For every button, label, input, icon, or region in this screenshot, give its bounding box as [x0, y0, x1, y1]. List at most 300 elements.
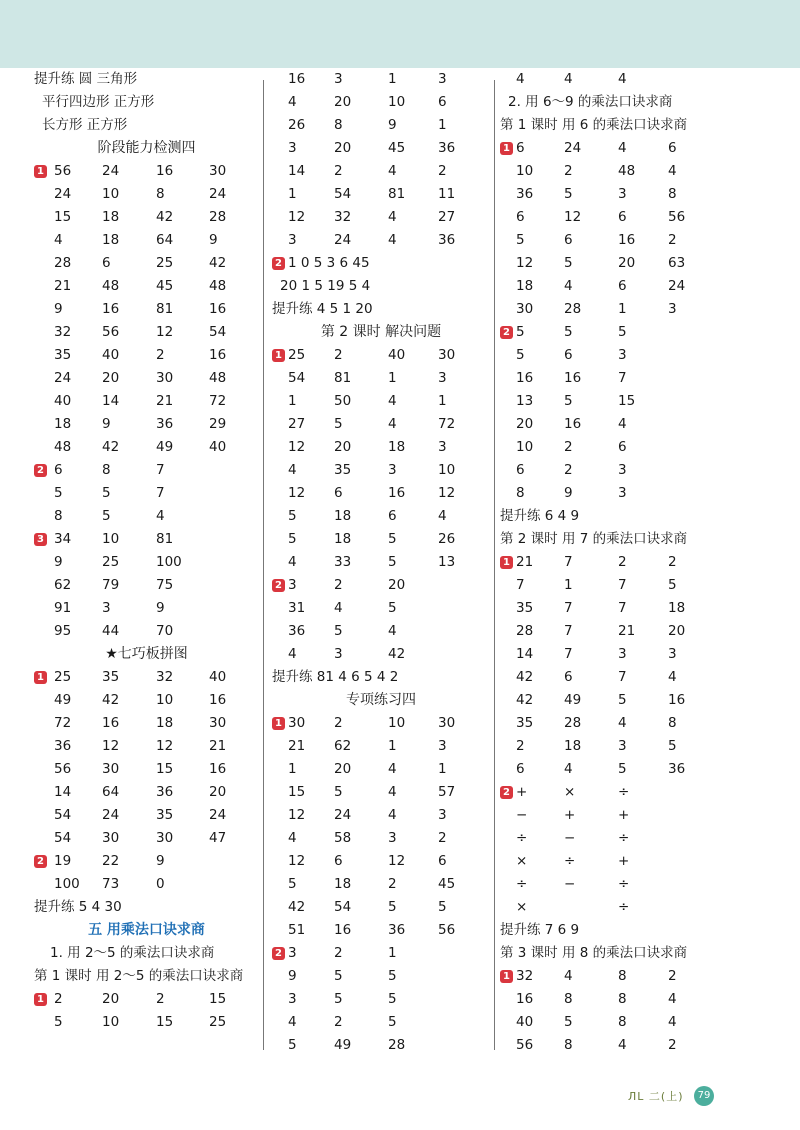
- answer-value: 3: [388, 830, 397, 846]
- answer-value: 7: [156, 462, 165, 478]
- answer-line: [272, 850, 490, 873]
- answer-value: 31: [288, 600, 306, 616]
- answer-line: [34, 919, 259, 942]
- answer-value: 3: [334, 646, 343, 662]
- answer-value: 4: [388, 163, 397, 179]
- answer-value: 3: [668, 646, 677, 662]
- question-number-badge: 1: [500, 556, 513, 569]
- answer-text: 提升练 7 6 9: [500, 922, 580, 938]
- answer-value: 10: [102, 531, 120, 547]
- answer-value: 24: [54, 370, 72, 386]
- answer-line: [34, 597, 259, 620]
- answer-value: 10: [102, 1014, 120, 1030]
- answer-value: 10: [156, 692, 174, 708]
- answer-value: 5: [288, 531, 297, 547]
- answer-value: 2: [334, 163, 343, 179]
- answer-value: 91: [54, 600, 72, 616]
- answer-value: 16: [209, 347, 227, 363]
- answer-line: [500, 574, 730, 597]
- answer-value: 4: [618, 416, 627, 432]
- answer-line: [272, 344, 490, 367]
- answer-value: 7: [618, 600, 627, 616]
- answer-line: [272, 436, 490, 459]
- answer-value: 8: [618, 968, 627, 984]
- answer-line: [500, 551, 730, 574]
- answer-value: 8: [334, 117, 343, 133]
- answer-value: 58: [334, 830, 352, 846]
- answer-value: 40: [54, 393, 72, 409]
- answer-value: 6: [102, 255, 111, 271]
- answer-value: 35: [334, 462, 352, 478]
- answer-value: 12: [156, 738, 174, 754]
- answer-value: 18: [388, 439, 406, 455]
- answer-value: 20: [102, 991, 120, 1007]
- answer-line: [272, 896, 490, 919]
- answer-value: 42: [516, 692, 534, 708]
- answer-line: [34, 137, 259, 160]
- answer-value: 5: [334, 784, 343, 800]
- answer-value: 4: [668, 163, 677, 179]
- answer-line: [500, 206, 730, 229]
- answer-value: 6: [618, 209, 627, 225]
- answer-value: 30: [156, 370, 174, 386]
- answer-value: 3: [438, 71, 447, 87]
- answer-value: 16: [564, 370, 582, 386]
- answer-value: 5: [54, 485, 63, 501]
- answer-value: 4: [288, 554, 297, 570]
- answer-value: 2: [334, 945, 343, 961]
- answer-value: 5: [564, 324, 573, 340]
- answer-value: 6: [516, 462, 525, 478]
- answer-value: 18: [516, 278, 534, 294]
- answer-line: [500, 160, 730, 183]
- answer-line: [272, 574, 490, 597]
- answer-value: 42: [102, 692, 120, 708]
- answer-value: 35: [102, 669, 120, 685]
- answer-value: 0: [156, 876, 165, 892]
- answer-value: 34: [54, 531, 72, 547]
- answer-line: [272, 597, 490, 620]
- answer-line: [500, 827, 730, 850]
- answer-value: 12: [564, 209, 582, 225]
- answer-value: 25: [54, 669, 72, 685]
- answer-line: [34, 91, 259, 114]
- answer-line: [500, 298, 730, 321]
- answer-value: 45: [156, 278, 174, 294]
- answer-value: ÷: [516, 876, 528, 892]
- answer-value: 7: [564, 623, 573, 639]
- answer-line: [500, 229, 730, 252]
- answer-value: 28: [516, 623, 534, 639]
- answer-value: 16: [209, 761, 227, 777]
- answer-line: [272, 827, 490, 850]
- answer-value: 62: [334, 738, 352, 754]
- answer-value: 7: [564, 646, 573, 662]
- answer-value: 44: [102, 623, 120, 639]
- answer-value: 12: [288, 209, 306, 225]
- answer-column-3: [500, 68, 730, 1057]
- answer-value: 4: [288, 1014, 297, 1030]
- answer-value: 12: [156, 324, 174, 340]
- answer-value: 4: [618, 140, 627, 156]
- answer-value: 5: [288, 1037, 297, 1053]
- answer-value: 8: [156, 186, 165, 202]
- answer-value: 49: [334, 1037, 352, 1053]
- answer-line: [500, 850, 730, 873]
- question-number-badge: 2: [34, 855, 47, 868]
- answer-value: 56: [668, 209, 686, 225]
- answer-value: 22: [102, 853, 120, 869]
- answer-value: 4: [288, 462, 297, 478]
- answer-value: 7: [618, 370, 627, 386]
- answer-value: 14: [54, 784, 72, 800]
- answer-value: 3: [102, 600, 111, 616]
- answer-value: 2: [564, 462, 573, 478]
- answer-value: 8: [102, 462, 111, 478]
- answer-value: 9: [564, 485, 573, 501]
- answer-value: 6: [618, 439, 627, 455]
- answer-line: [34, 321, 259, 344]
- answer-text: 提升练 5 4 30: [34, 899, 122, 915]
- answer-line: [272, 781, 490, 804]
- answer-value: 5: [334, 623, 343, 639]
- answer-line: [500, 896, 730, 919]
- question-number-badge: 2: [272, 579, 285, 592]
- answer-value: 10: [516, 439, 534, 455]
- answer-value: 57: [438, 784, 456, 800]
- answer-value: 21: [618, 623, 636, 639]
- answer-line: [500, 137, 730, 160]
- answer-value: 20: [334, 439, 352, 455]
- answer-value: 6: [564, 669, 573, 685]
- question-number-badge: 2: [34, 464, 47, 477]
- answer-value: 16: [618, 232, 636, 248]
- answer-value: 4: [156, 508, 165, 524]
- answer-value: 100: [156, 554, 182, 570]
- page-number: 79: [694, 1086, 714, 1106]
- answer-value: 35: [516, 600, 534, 616]
- answer-value: 40: [102, 347, 120, 363]
- answer-line: [34, 252, 259, 275]
- answer-value: 4: [618, 71, 627, 87]
- answer-value: 9: [209, 232, 218, 248]
- answer-value: 5: [564, 393, 573, 409]
- answer-text: 提升练 圆 三角形: [34, 71, 138, 87]
- answer-value: 16: [209, 301, 227, 317]
- answer-value: 5: [564, 1014, 573, 1030]
- answer-value: 18: [102, 232, 120, 248]
- answer-value: 25: [288, 347, 306, 363]
- answer-value: 5: [516, 232, 525, 248]
- answer-line: [34, 229, 259, 252]
- answer-line: [272, 298, 490, 321]
- answer-value: 13: [516, 393, 534, 409]
- answer-value: 4: [564, 71, 573, 87]
- answer-value: 8: [516, 485, 525, 501]
- answer-column-1: [34, 68, 259, 1034]
- answer-value: 20: [668, 623, 686, 639]
- answer-value: 7: [618, 577, 627, 593]
- answer-value: 40: [516, 1014, 534, 1030]
- answer-value: −: [564, 830, 576, 846]
- answer-value: 5: [618, 761, 627, 777]
- answer-value: 5: [334, 416, 343, 432]
- answer-value: 14: [102, 393, 120, 409]
- answer-value: 30: [438, 715, 456, 731]
- answer-line: [34, 712, 259, 735]
- answer-value: 7: [516, 577, 525, 593]
- answer-value: 4: [668, 669, 677, 685]
- answer-value: 5: [516, 324, 525, 340]
- answer-value: 1: [388, 71, 397, 87]
- answer-value: 72: [438, 416, 456, 432]
- answer-line: [500, 390, 730, 413]
- answer-value: 56: [54, 163, 72, 179]
- answer-value: 5: [618, 692, 627, 708]
- answer-line: [500, 91, 730, 114]
- answer-value: 33: [334, 554, 352, 570]
- answer-line: [272, 275, 490, 298]
- answer-line: [272, 482, 490, 505]
- answer-line: [34, 988, 259, 1011]
- answer-value: 29: [209, 416, 227, 432]
- answer-value: 2: [156, 347, 165, 363]
- answer-value: 21: [516, 554, 534, 570]
- answer-value: −: [564, 876, 576, 892]
- answer-value: 3: [618, 485, 627, 501]
- answer-value: 56: [438, 922, 456, 938]
- question-number-badge: 1: [272, 349, 285, 362]
- answer-line: [34, 1011, 259, 1034]
- answer-value: 7: [564, 554, 573, 570]
- answer-line: [34, 482, 259, 505]
- answer-value: 4: [516, 71, 525, 87]
- question-number-badge: 1: [34, 671, 47, 684]
- answer-value: 2: [668, 554, 677, 570]
- answer-line: [34, 873, 259, 896]
- answer-value: 36: [388, 922, 406, 938]
- question-number-badge: 1: [500, 142, 513, 155]
- answer-value: 16: [288, 71, 306, 87]
- answer-value: 20: [102, 370, 120, 386]
- answer-value: 2: [388, 876, 397, 892]
- answer-value: 3: [618, 738, 627, 754]
- answer-value: ÷: [618, 876, 630, 892]
- answer-value: 4: [564, 968, 573, 984]
- answer-value: 6: [438, 853, 447, 869]
- answer-value: 54: [334, 899, 352, 915]
- answer-value: 45: [438, 876, 456, 892]
- answer-line: [500, 114, 730, 137]
- answer-value: 28: [388, 1037, 406, 1053]
- answer-value: 6: [54, 462, 63, 478]
- answer-value: 12: [388, 853, 406, 869]
- answer-value: 3: [288, 945, 297, 961]
- answer-value: 21: [288, 738, 306, 754]
- answer-value: 11: [438, 186, 456, 202]
- answer-value: 64: [156, 232, 174, 248]
- answer-value: 24: [564, 140, 582, 156]
- answer-value: 42: [209, 255, 227, 271]
- question-number-badge: 1: [34, 993, 47, 1006]
- question-number-badge: 1: [34, 165, 47, 178]
- answer-value: 70: [156, 623, 174, 639]
- answer-value: 32: [516, 968, 534, 984]
- answer-value: 4: [288, 830, 297, 846]
- answer-value: 8: [618, 991, 627, 1007]
- answer-line: [272, 206, 490, 229]
- answer-text: 20 1 5 19 5 4: [280, 278, 371, 294]
- answer-line: [272, 114, 490, 137]
- answer-value: 9: [54, 301, 63, 317]
- answer-value: 20: [334, 140, 352, 156]
- answer-value: 4: [288, 94, 297, 110]
- answer-value: 4: [388, 232, 397, 248]
- answer-value: 9: [388, 117, 397, 133]
- answer-value: 1: [288, 393, 297, 409]
- answer-value: 30: [438, 347, 456, 363]
- answer-line: [272, 965, 490, 988]
- answer-value: 4: [388, 807, 397, 823]
- answer-text: 1. 用 2～5 的乘法口诀求商: [50, 945, 215, 961]
- answer-line: [34, 160, 259, 183]
- answer-value: 95: [54, 623, 72, 639]
- answer-value: 7: [156, 485, 165, 501]
- answer-value: 36: [438, 232, 456, 248]
- answer-value: 6: [334, 485, 343, 501]
- answer-value: 2: [334, 347, 343, 363]
- answer-value: 2: [438, 163, 447, 179]
- answer-value: 14: [288, 163, 306, 179]
- answer-value: 8: [564, 991, 573, 1007]
- answer-value: 4: [564, 761, 573, 777]
- answer-line: [500, 505, 730, 528]
- answer-value: 25: [156, 255, 174, 271]
- answer-value: 4: [388, 761, 397, 777]
- answer-value: 15: [209, 991, 227, 1007]
- question-number-badge: 2: [500, 786, 513, 799]
- answer-value: 24: [334, 807, 352, 823]
- answer-line: [272, 528, 490, 551]
- answer-value: 1: [438, 761, 447, 777]
- answer-value: 56: [102, 324, 120, 340]
- answer-value: ÷: [618, 784, 630, 800]
- answer-value: 30: [102, 761, 120, 777]
- answer-line: [500, 919, 730, 942]
- answer-value: 3: [668, 301, 677, 317]
- answer-value: 72: [209, 393, 227, 409]
- answer-line: [272, 735, 490, 758]
- answer-value: 54: [54, 830, 72, 846]
- answer-line: [500, 666, 730, 689]
- answer-value: 5: [288, 876, 297, 892]
- answer-value: 15: [156, 1014, 174, 1030]
- answer-value: 3: [288, 140, 297, 156]
- answer-value: 2: [668, 968, 677, 984]
- answer-value: 24: [102, 807, 120, 823]
- answer-value: 6: [438, 94, 447, 110]
- answer-line: [34, 850, 259, 873]
- answer-value: 1: [438, 117, 447, 133]
- answer-value: 42: [288, 899, 306, 915]
- answer-line: [34, 183, 259, 206]
- answer-value: 1: [618, 301, 627, 317]
- answer-line: [272, 1011, 490, 1034]
- answer-value: 27: [288, 416, 306, 432]
- answer-value: 20: [334, 761, 352, 777]
- answer-line: [272, 137, 490, 160]
- answer-value: 28: [209, 209, 227, 225]
- answer-value: 28: [564, 715, 582, 731]
- answer-value: 1: [288, 761, 297, 777]
- answer-line: [34, 528, 259, 551]
- answer-value: 10: [388, 715, 406, 731]
- answer-value: 81: [156, 301, 174, 317]
- answer-value: 1: [438, 393, 447, 409]
- answer-value: 5: [288, 508, 297, 524]
- answer-line: [34, 206, 259, 229]
- answer-value: 12: [288, 439, 306, 455]
- answer-value: 30: [156, 830, 174, 846]
- answer-value: 2: [334, 577, 343, 593]
- answer-value: 62: [54, 577, 72, 593]
- answer-value: 8: [564, 1037, 573, 1053]
- answer-line: [34, 965, 259, 988]
- answer-value: 2: [668, 1037, 677, 1053]
- answer-value: 12: [288, 485, 306, 501]
- answer-line: [500, 252, 730, 275]
- answer-value: 16: [564, 416, 582, 432]
- answer-value: 6: [618, 278, 627, 294]
- answer-value: 25: [102, 554, 120, 570]
- answer-line: [500, 413, 730, 436]
- answer-value: 12: [516, 255, 534, 271]
- answer-line: [34, 436, 259, 459]
- answer-value: 15: [54, 209, 72, 225]
- answer-line: [272, 160, 490, 183]
- answer-line: [500, 597, 730, 620]
- answer-value: 6: [564, 232, 573, 248]
- answer-value: 2: [438, 830, 447, 846]
- answer-value: +: [618, 807, 630, 823]
- answer-value: 4: [388, 623, 397, 639]
- answer-line: [500, 344, 730, 367]
- answer-value: 18: [156, 715, 174, 731]
- answer-line: [272, 252, 490, 275]
- answer-value: 27: [438, 209, 456, 225]
- answer-value: 30: [102, 830, 120, 846]
- answer-value: 2: [334, 1014, 343, 1030]
- answer-value: 20: [209, 784, 227, 800]
- section-heading: 专项练习四: [346, 692, 416, 708]
- answer-line: [272, 919, 490, 942]
- answer-line: [500, 781, 730, 804]
- answer-line: [500, 942, 730, 965]
- answer-value: 54: [334, 186, 352, 202]
- answer-line: [272, 367, 490, 390]
- answer-value: 5: [388, 968, 397, 984]
- answer-value: +: [618, 853, 630, 869]
- answer-value: 30: [209, 715, 227, 731]
- answer-line: [272, 459, 490, 482]
- answer-value: 1: [388, 945, 397, 961]
- section-heading: ★七巧板拼图: [105, 646, 188, 662]
- answer-value: 73: [102, 876, 120, 892]
- answer-value: 40: [209, 669, 227, 685]
- answer-value: 16: [102, 301, 120, 317]
- answer-value: 24: [668, 278, 686, 294]
- answer-value: 16: [516, 370, 534, 386]
